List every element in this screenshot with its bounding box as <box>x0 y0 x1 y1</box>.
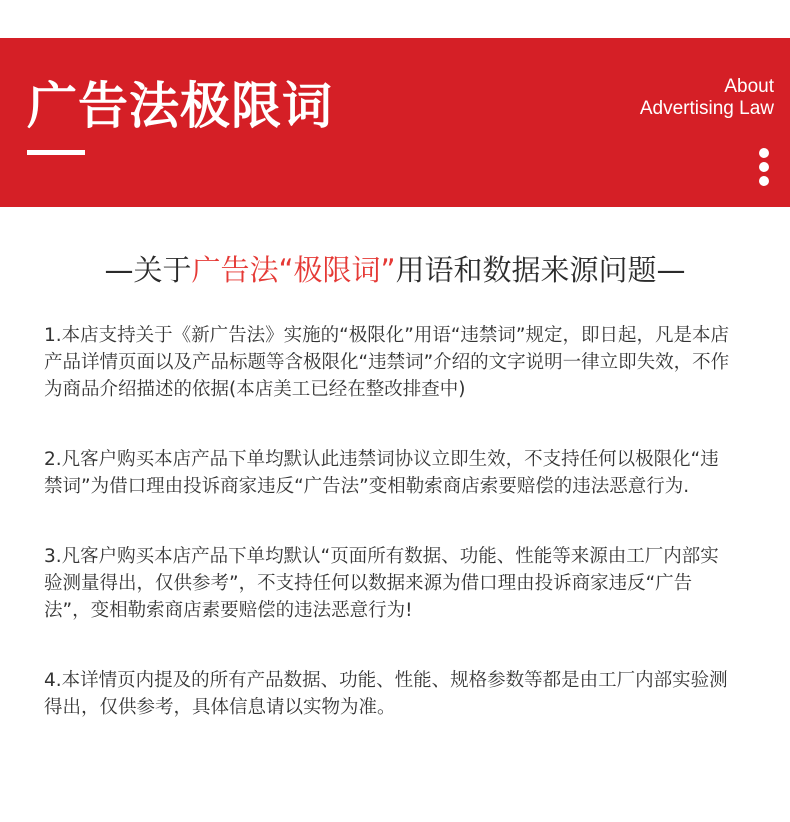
notice-content <box>44 322 734 721</box>
notice-paragraph-3: 3.凡客户购买本店产品下单均默认“页面所有数据、功能、性能等来源由工厂内部实验测量得出，仅供参考”，不支持任何以数据来源为借口理由投诉商家违反“广告法”，变相勒索商店素要赔偿的违法恶意行为! <box>44 546 719 621</box>
section-heading-highlight: 广告法“极限词” <box>191 253 396 287</box>
title-underline <box>27 150 85 155</box>
section-heading-suffix: 用语和数据来源问题— <box>395 253 686 287</box>
dot <box>759 176 769 186</box>
notice-paragraph-1: 1.本店支持关于《新广告法》实施的“极限化”用语“违禁词”规定，即日起，凡是本店产品详情页面以及产品标题等含极限化“违禁词”介绍的文字说明一律立即失效，不作为商品介绍描述的依据(本店美工已经在整改排查中) <box>44 325 730 400</box>
subtitle-line-about: About <box>724 76 774 97</box>
notice-paragraph-4: 4.本详情页内提及的所有产品数据、功能、性能、规格参数等都是由工厂内部实验测得出，仅供参考，具体信息请以实物为准。 <box>44 670 728 718</box>
subtitle-line-advertising-law: Advertising Law <box>639 98 774 119</box>
banner-subtitle <box>640 76 774 120</box>
page-title: 广告法极限词 <box>27 77 333 135</box>
section-heading <box>0 250 790 290</box>
notice-paragraph-2: 2.凡客户购买本店产品下单均默认此违禁词协议立即生效，不支持任何以极限化“违禁词”为借口理由投诉商家违反“广告法”变相勒索商店索要赔偿的违法恶意行为. <box>44 449 719 497</box>
section-heading-prefix: —关于 <box>104 253 192 287</box>
vertical-dots-icon <box>758 148 770 186</box>
dot <box>759 148 769 158</box>
dot <box>759 162 769 172</box>
header-banner <box>0 38 790 207</box>
